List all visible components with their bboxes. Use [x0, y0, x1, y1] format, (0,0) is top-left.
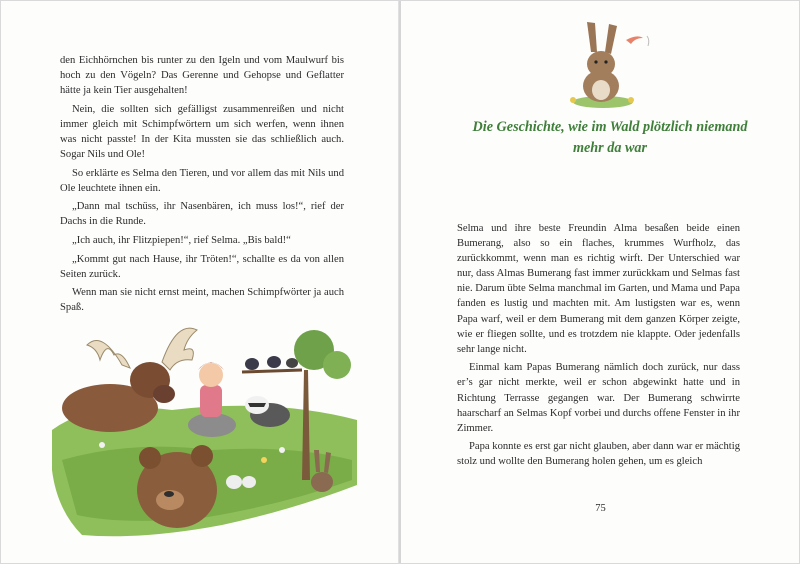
forest-animals-illustration [52, 310, 357, 540]
small-rabbit-2 [242, 476, 256, 488]
girl-head [199, 363, 223, 387]
rabbit-eye-left [594, 60, 597, 63]
moose-snout [153, 385, 175, 403]
bear-nose [164, 491, 174, 497]
right-page-text [457, 221, 740, 473]
moose-antler-left [87, 341, 130, 369]
rabbit-belly [592, 80, 610, 100]
badger-stripe [248, 403, 266, 407]
left-paragraph-7: Wenn man sie nicht ernst meint, machen Schimpfwörter ja auch Spaß. [60, 287, 344, 314]
left-paragraph-4: „Dann mal tschüss, ihr Nasenbären, ich muss los!“, rief der Dachs in die Runde. [60, 201, 344, 228]
right-page [401, 0, 800, 564]
boomerang [626, 36, 643, 44]
flower-3 [261, 457, 267, 463]
branch [242, 370, 302, 372]
small-rabbit-1 [226, 475, 242, 489]
bird-1 [245, 358, 259, 370]
bird-2 [267, 356, 281, 368]
flower-1 [99, 442, 105, 448]
brown-rabbit [311, 472, 333, 492]
tree-leaves-2 [323, 351, 351, 379]
left-page-text [60, 53, 344, 319]
flower-right [628, 97, 634, 103]
left-page [0, 0, 399, 564]
right-paragraph-3: Papa konnte es erst gar nicht glauben, aber dann war er mächtig stolz und wollte den Bumerang holen gehen, um es gleich [457, 441, 740, 468]
rabbit-ear-right [605, 24, 617, 54]
rabbit-ear-left [587, 22, 597, 52]
bear-ear-right [191, 445, 213, 467]
bear-ear-left [139, 447, 161, 469]
page-number: 75 [595, 503, 606, 514]
left-paragraph-1: den Eichhörnchen bis runter zu den Igeln und vom Maulwurf bis hoch zu den Vögeln? Das Gerenne und Gehopse und Geflatter hätte ja kein Tier ausgehalten! [60, 55, 344, 97]
chapter-title: Die Geschichte, wie im Wald plötzlich niemand mehr da war [472, 119, 748, 156]
left-paragraph-2: Nein, die sollten sich gefälligst zusammenreißen und nicht immer gleich mit Schimpfwörtern um sich werfen, wenn ihnen was nicht passte! In der Kita mussten sie das schließlich auch. Sogar Nils und Ole! [60, 103, 344, 161]
left-paragraph-6: „Kommt gut nach Hause, ihr Tröten!“, schallte es da von allen Seiten zurück. [60, 253, 344, 280]
left-paragraph-3: So erklärte es Selma den Tieren, und vor allem das mit Nils und Ole leuchtete ihnen ein. [60, 167, 344, 194]
motion-line [647, 36, 649, 46]
flower-2 [279, 447, 285, 453]
girl-dress [200, 385, 222, 417]
right-paragraph-1: Selma und ihre beste Freundin Alma besaßen beide einen Bumerang, also so ein flaches, krummes Wurfholz, das zurückkommt, wenn man es richtig wirft. Der Unterschied war nur, dass Almas Bumerang fast immer zurückkam und Selmas fast nie. Darum übte Selma manchmal im Garten, und Mama und Papa fanden es lustig und machten mit. Am lustigsten war es, wenn Papa warf, weil er dem Bumerang mit dem ganzen Körper zeigte, wie er fliegen sollte, und es trotzdem nie klappte. Oder jedenfalls sehr lange nicht. [457, 223, 740, 355]
bird-3 [286, 358, 298, 368]
rabbit-eye-right [604, 60, 607, 63]
left-paragraph-5: „Ich auch, ihr Flitzpiepen!“, rief Selma. „Bis bald!“ [72, 235, 291, 247]
rabbit-illustration [551, 20, 661, 110]
tree-trunk [302, 370, 310, 480]
right-paragraph-2: Einmal kam Papas Bumerang nämlich doch zurück, nur dass er’s gar nicht merkte, weil er schon abgewinkt hatte und in Richtung Terrasse gegangen war. Der Bumerang schwirrte haarscharf an Selmas Kopf vorbei und durchs offene Fenster in ihr Zimmer. [457, 362, 740, 434]
flower-left [570, 97, 576, 103]
moose-antler-right [162, 328, 197, 370]
